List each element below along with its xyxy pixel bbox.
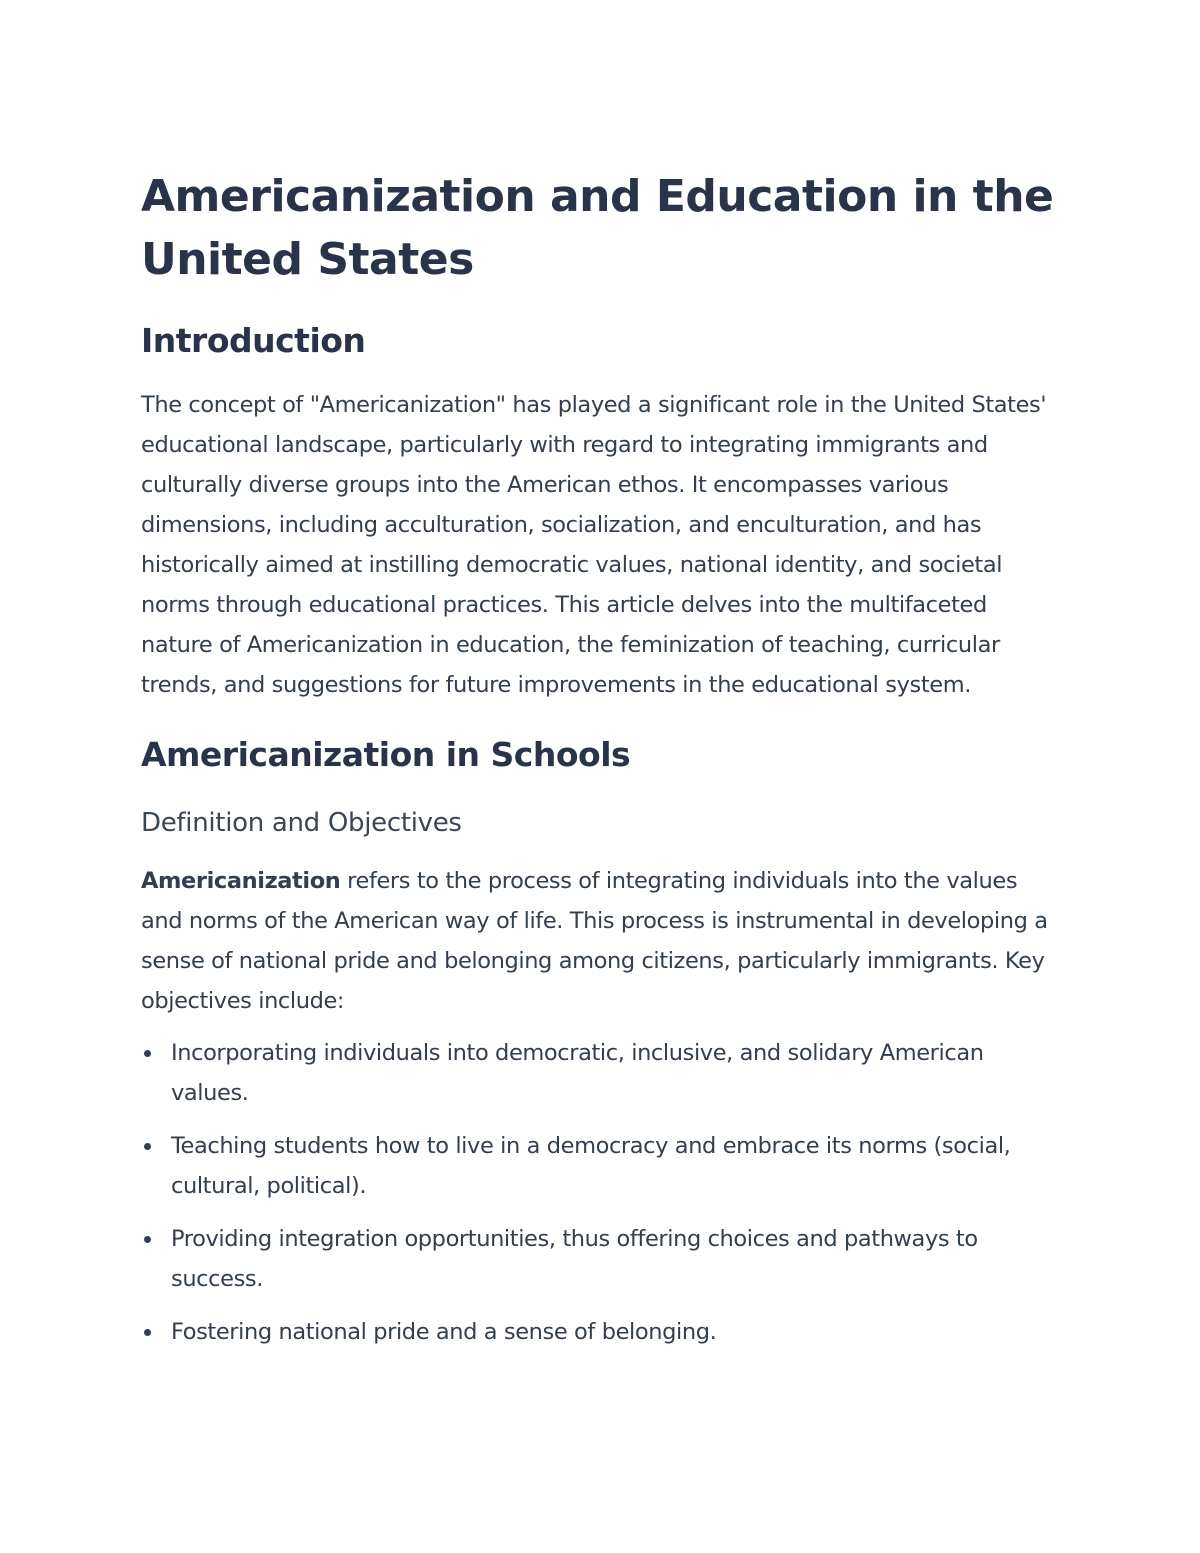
introduction-paragraph: The concept of "Americanization" has played a significant role in the United States' educational landscape, particularly with regard to integrating immigrants and culturally diverse groups into the American ethos. It encompasses various dimensions, including acculturation, socialization, and enculturation, and has historically aimed at instilling democratic values, national identity, and societal norms through educational practices. This article delves into the multifaceted nature of Americanization in education, the feminization of teaching, curricular trends, and suggestions for future improvements in the educational system. [141,392,1047,698]
list-item: Fostering national pride and a sense of belonging. [141,1312,1061,1352]
section-heading-introduction: Introduction [141,321,366,360]
list-item: Providing integration opportunities, thus offering choices and pathways to success. [141,1219,1061,1299]
objectives-list [141,1033,1061,1352]
definition-text: refers to the process of integrating individuals into the values and norms of the American way of life. This process is instrumental in developing a sense of national pride and belonging among citizens, particularly immigrants. Key objectives include: [141,868,1048,1014]
definition-term: Americanization [141,868,341,894]
definition-paragraph [141,861,1061,1021]
subheading-definition-and-objectives: Definition and Objectives [141,808,462,838]
document-page [141,165,1061,1365]
section-heading-americanization-in-schools: Americanization in Schools [141,735,631,774]
list-item: Incorporating individuals into democratic, inclusive, and solidary American values. [141,1033,1061,1113]
list-item: Teaching students how to live in a democracy and embrace its norms (social, cultural, political). [141,1126,1061,1206]
document-title: Americanization and Education in the United States [141,171,1054,285]
